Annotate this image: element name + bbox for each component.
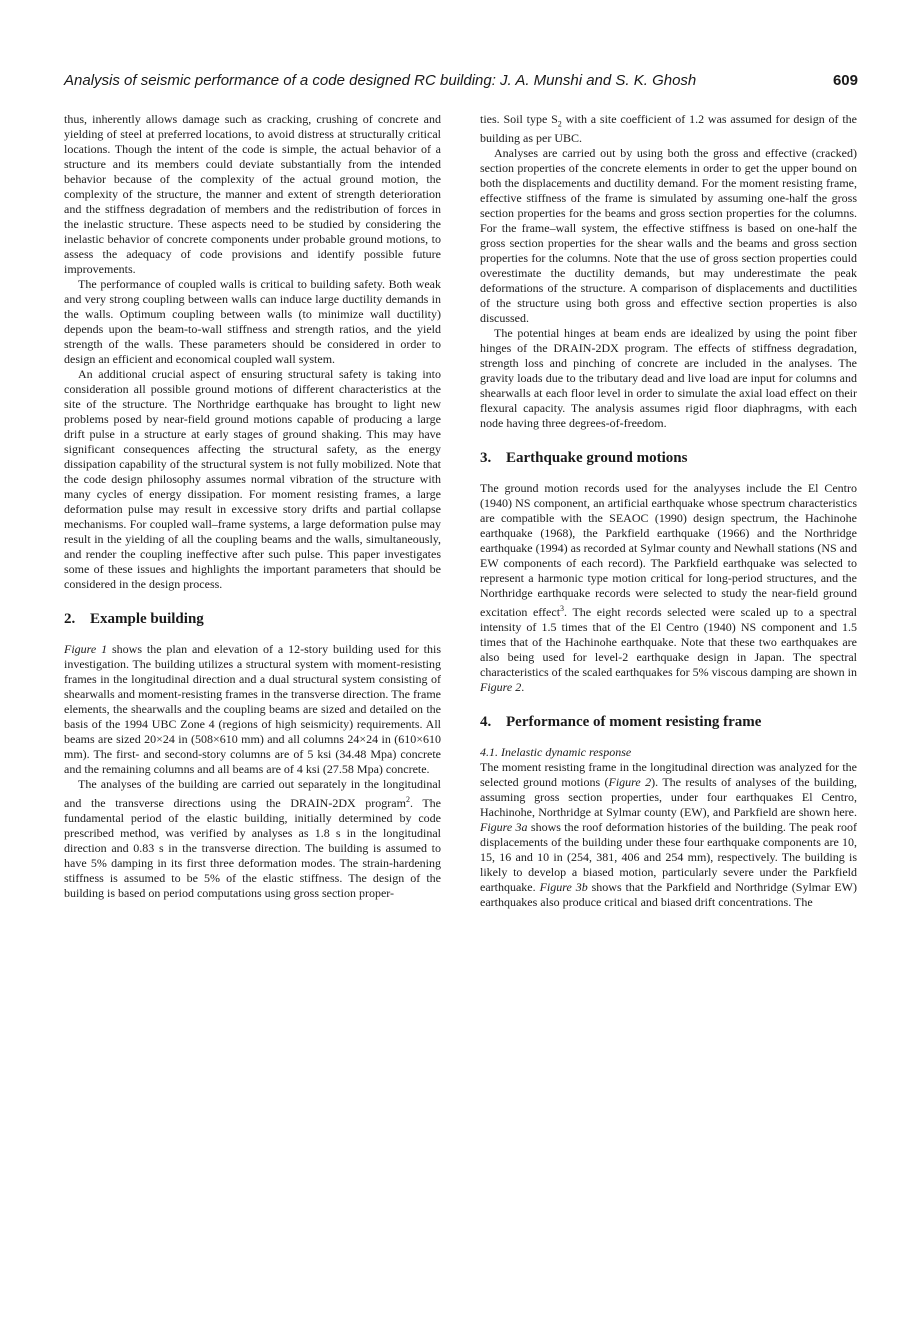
paragraph: Analyses are carried out by using both the gross and effective (cracked) section properties of the concrete elements in order to get the upper bound on both the displacements and ductility demand. For the moment resisting frame, effective stiffness of the frame is simulated by assuming one-half the gross section properties for the beams and gross section properties for the columns. For the frame–wall system, the effective stiffness is based on one-half the gross section properties for the shear walls and the beams and gross section properties for the columns. Note that the use of gross section properties could overestimate the ductility demands, but may underestimate the peak deformations of the structure. A comparison of displacements and ductilities of the structure using both gross and effective section properties is also discussed. [480,146,857,326]
subsection-heading: 4.1. Inelastic dynamic response [480,745,632,760]
paragraph: An additional crucial aspect of ensuring structural safety is taking into consideration all possible ground motions of different characteristics at the site of the structure. The Northridge earthquake has brought to light new problems posed by near-field ground motions capable of producing a large drift pulse in a structure at early stages of ground shaking. This may have significant consequences affecting the structural safety, as the energy dissipation capability of the structural system is not fully mobilized. Note that the code design philosophy assumes normal vibration of the structure with many cycles of energy dissipation. For moment resisting frames, a large deformation pulse may result in excessive story drifts and partial collapse mechanisms. For coupled wall–frame systems, a large deformation pulse may result in the yielding of all the coupling beams and the walls, simultaneously, and render the coupling ineffective after such pulse. This paper investigates some of these issues and highlights the important parameters that should be considered in the design process. [64,367,441,591]
paragraph: The moment resisting frame in the longitudinal direction was analyzed for the selected ground motions (Figure 2). The results of analyses of the building, assuming gross section properties, under four earthquakes El Centro, Hachinohe, Northridge at Sylmar county (EW), and Parkfield are shown here. Figure 3a shows the roof deformation histories of the building. The peak roof displacements of the building under these four earthquake components are 10, 15, 16 and 10 in (254, 381, 406 and 254 mm), respectively. The building is likely to develop a biased motion, particularly severe under the Parkfield earthquake. Figure 3b shows that the Parkfield and Northridge (Sylmar EW) earthquakes also produce critical and biased drift concentrations. The [480,760,858,910]
section-title: Performance of moment resisting frame [506,714,762,731]
paragraph: ties. Soil type $S_2$ with a site coefficient of 1.2 was assumed for design of the building as per UBC. [480,112,857,146]
paragraph: Figure 1 shows the plan and elevation of a 12-story building used for this investigation. The building utilizes a structural system with moment-resisting frames in the longitudinal direction and a dual structural system consisting of shearwalls and moment-resisting frames in the transverse direction. The frame elements, the shearwalls and the coupling beams are sized and detailed on the basis of the 1994 UBC Zone 4 (regions of high seismicity) requirements. All beams are sized 20×24 in (508×610 mm) and all columns 24×24 in (610×610 mm). The first- and second-story columns are of 5 ksi (34.48 Mpa) concrete and the remaining columns and all beams are of 4 ksi (27.58 Mpa) concrete. [64,642,442,776]
figure-ref-link[interactable]: Figure 3b [539,880,588,895]
paragraph: The ground motion records used for the analyyses include the El Centro (1940) NS component, an artificial earthquake whose spectrum characteristics are compatible with the SEAOC (1990) design spectrum, the Hachinohe earthquake (1968), the Parkfield earthquake (1966) and the Northridge earthquake (1994) as recorded at Sylmar county and Newhall stations (NS and EW components of each record). The Parkfield earthquake was selected to represent a harmonic type motion critical for long-period structures, and the Northridge earthquake records were selected to study the near-field ground excitation effect$^3$. The eight records selected were scaled up to a spectral intensity of 1.5 times that of the El Centro (1940) NS component and 1.5 times that of the Hachinohe earthquake. Note that these two earthquakes are also being used for level-2 earthquake design in Japan. The spectral characteristics of the scaled earthquakes for 5% viscous damping are shown in Figure 2. [480,481,857,695]
figure-ref-link[interactable]: Figure 3a [480,820,528,835]
right-column [480,112,857,910]
page-number: 609 [832,72,858,89]
paragraph: thus, inherently allows damage such as cracking, crushing of concrete and yielding of steel at preferred locations, to avoid distress at structurally critical locations. Though the intent of the code is simple, the actual behavior of a structure and its members could deviate substantially from the intended behavior because of the complexity of the actual ground motion, the complexity of the structure, the manner and extent of strength deterioration and the stiffness degradation of members and the redistribution of forces in the inelastic structure. These aspects need to be studied by considering the inelastic behavior of concrete components under probable ground motions, to assess the adequacy of code provisions and identify possible future improvements. [64,112,441,276]
paragraph: The analyses of the building are carried out separately in the longitudinal and the transverse directions using the DRAIN-2DX program$^2$. The fundamental period of the elastic building, initially determined by code prescribed method, was verified by analyses as 1.8 s in the longitudinal direction and 0.83 s in the transverse direction. The building is assumed to have 5% damping in its first three deformation modes. The strain-hardening stiffness is assumed to be 5% of the elastic stiffness. The design of the building is based on period computations using gross section proper- [64,777,441,900]
section-title: Example building [90,611,204,627]
subscript: 2 [557,119,562,129]
figure-ref-link[interactable]: Figure 2 [480,680,522,695]
figure-ref-link[interactable]: Figure 2 [608,775,652,790]
section-number: 4. [480,714,492,731]
section-heading-2 [64,610,441,628]
running-title: Analysis of seismic performance of a code designed RC building: J. A. Munshi and S. K. Ghosh [64,72,697,89]
section-heading-4 [480,713,857,731]
section-number: 3. [480,450,492,467]
reference-superscript[interactable]: 2 [405,795,410,804]
section-number: 2. [64,611,76,627]
paragraph: The performance of coupled walls is critical to building safety. Both weak and very strong coupling between walls can induce large ductility demands in the walls. Optimum coupling between walls (to minimize wall ductility) depends upon the beam-to-wall stiffness and strength ratios, and the yield strength of the walls. These parameters should be considered in order to design an efficient and economical coupled wall system. [64,277,441,366]
reference-superscript[interactable]: 3 [560,604,565,614]
figure-ref-link[interactable]: Figure 1 [64,642,108,656]
section-title: Earthquake ground motions [506,450,688,467]
running-header [64,72,858,94]
paragraph: The potential hinges at beam ends are idealized by using the point fiber hinges of the DRAIN-2DX program. The effects of stiffness degradation, strength loss and pinching of concrete are included in the analyses. The gravity loads due to the tributary dead and live load are input for columns and shearwalls at each floor level in order to simulate the axial load effect on their flexural capacity. The analysis assumes rigid floor diaphragms, with each node having three degrees-of-freedom. [480,326,857,431]
left-column [64,112,441,901]
section-heading-3 [480,449,857,467]
